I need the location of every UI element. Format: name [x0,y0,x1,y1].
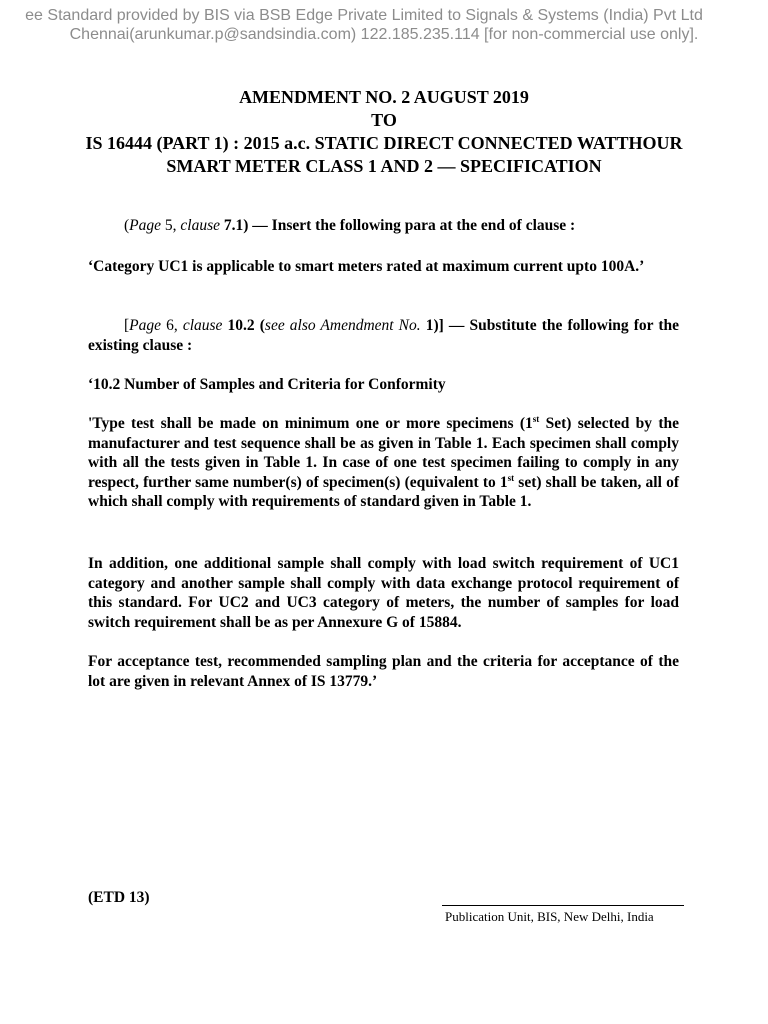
publication-unit: Publication Unit, BIS, New Delhi, India [445,909,654,924]
p1-page-label: Page [129,217,162,234]
p3-see-also: see also Amendment No. [264,317,421,334]
instruction-paragraph-2 [88,316,679,355]
standard-title: IS 16444 (PART 1) : 2015 a.c. STATIC DIRECT CONNECTED WATTHOUR SMART METER CLASS 1 AND 2 — SPECIFICATION [85,133,683,176]
inserted-paragraph: ‘Category UC1 is applicable to smart meters rated at maximum current upto 100A.’ [88,258,645,275]
p1-clause-text: 7.1) — Insert the following para at the end of clause : [220,217,576,234]
amendment-heading [60,86,708,178]
instruction-paragraph-1 [88,216,679,236]
p5-text-c: set) shall be taken, all of which shall comply with requirements of standard given in Table 1. [88,473,679,510]
p3-page-number: 6, [161,317,183,334]
acceptance-test-paragraph: For acceptance test, recommended sampling plan and the criteria for acceptance of the lot are given in relevant Annex of IS 13779.’ [88,653,679,690]
p5-text-b: Set) selected by the manufacturer and test sequence shall be as given in Table 1. Each specimen shall comply with all the tests given in Table 1. In case of one test specimen failing to comply in any respect, further same number(s) of specimen(s) (equivalent to 1 [88,415,679,491]
watermark [0,6,768,44]
p5-superscript-1: st [532,413,540,424]
p3-page-label: Page [129,317,162,334]
clause-heading: ‘10.2 Number of Samples and Criteria for Conformity [88,376,446,393]
p3-clause-number: 10.2 ( [222,317,265,334]
watermark-line-1: ee Standard provided by BIS via BSB Edge Private Limited to Signals & Systems (India) Pvt Ltd [25,7,703,24]
p3-open: [ [124,317,130,334]
p3-clause-label: clause [182,317,223,334]
publication-rule [442,905,684,906]
p1-page-number: 5, [161,217,181,234]
p3-rest: 1)] — Substitute the following for the existing clause : [88,317,679,354]
p1-clause-label: clause [180,217,221,234]
p5-superscript-2: st [507,472,515,483]
committee-reference: (ETD 13) [88,889,150,906]
p1-open: ( [124,217,130,234]
amendment-to: TO [371,110,397,130]
type-test-paragraph [88,414,679,512]
watermark-line-2: Chennai(arunkumar.p@sandsindia.com) 122.185.235.114 [for non-commercial use only]. [69,26,699,43]
p5-text-a: 'Type test shall be made on minimum one or more specimens (1 [88,415,533,432]
additional-sample-paragraph: In addition, one additional sample shall comply with load switch requirement of UC1 category and another sample shall comply with data exchange protocol requirement of this standard. For UC2 and UC3 category of meters, the number of samples for load switch requirement shall be as per Annexure G of 15884. [88,555,679,631]
amendment-title: AMENDMENT NO. 2 AUGUST 2019 [239,87,529,107]
